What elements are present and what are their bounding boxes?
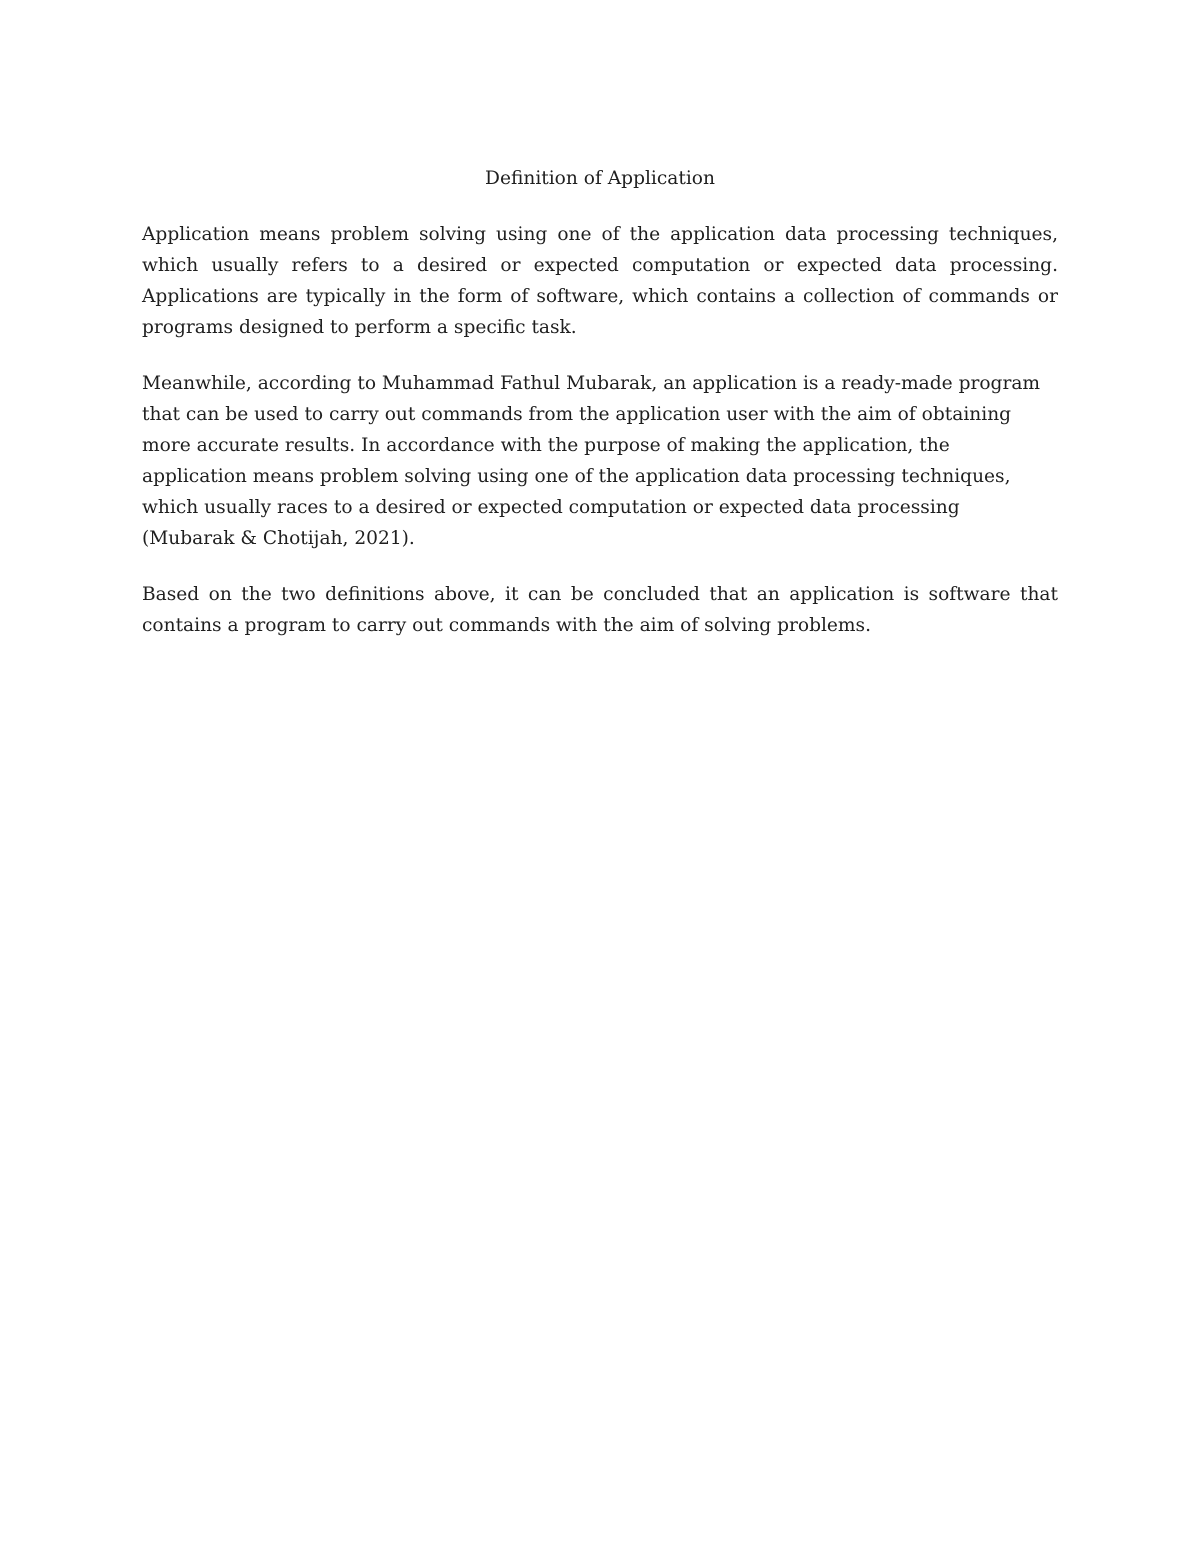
- document-body: [142, 163, 1058, 666]
- paragraph-conclusion: Based on the two definitions above, it can be concluded that an application is software that contains a program to carry out commands with the aim of solving problems.: [142, 584, 1058, 636]
- paragraph-definition: Application means problem solving using one of the application data processing techniques, which usually refers to a desired or expected computation or expected data processing. Applications are typically in the form of software, which contains a collection of commands or programs designed to perform a specific task.: [142, 224, 1058, 338]
- document-title: Definition of Application: [485, 168, 715, 189]
- paragraph-mubarak: Meanwhile, according to Muhammad Fathul Mubarak, an application is a ready-made program that can be used to carry out commands from the application user with the aim of obtaining more accurate results. In accordance with the purpose of making the application, the application means problem solving using one of the application data processing techniques, which usually races to a desired or expected computation or expected data processing (Mubarak & Chotijah, 2021).: [142, 373, 1041, 549]
